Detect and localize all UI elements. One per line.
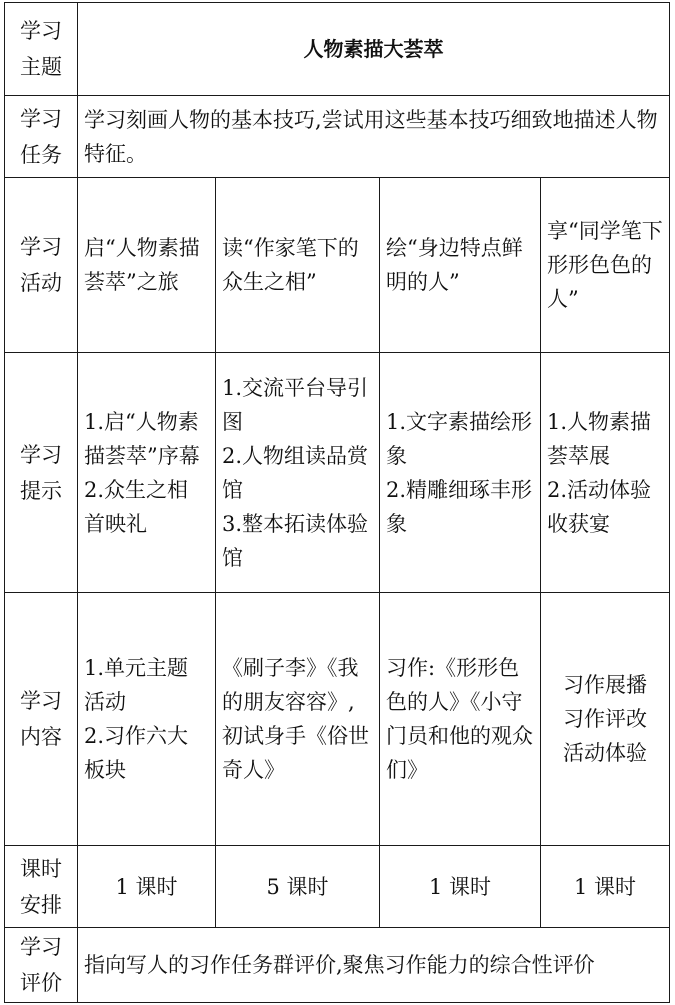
activity-cell-4: 享“同学笔下形形色色的人” <box>541 178 670 353</box>
hint-cell-2: 1.交流平台导引图 2.人物组读品赏馆 3.整本拓读体验馆 <box>216 353 380 593</box>
label-text: 学习 评价 <box>20 935 62 995</box>
row-activity <box>5 178 670 353</box>
label-text: 学习 主题 <box>20 19 62 79</box>
schedule-cell-4: 1 课时 <box>541 846 670 928</box>
label-hint <box>5 353 78 593</box>
label-activity <box>5 178 78 353</box>
row-evaluation <box>5 928 670 1003</box>
row-theme <box>5 3 670 96</box>
theme-value: 人物素描大荟萃 <box>78 3 670 96</box>
label-text: 学习 内容 <box>20 689 62 749</box>
activity-cell-3: 绘“身边特点鲜明的人” <box>380 178 541 353</box>
hint-cell-3: 1.文字素描绘形象 2.精雕细琢丰形象 <box>380 353 541 593</box>
schedule-cell-1: 1 课时 <box>78 846 216 928</box>
label-text: 学习 活动 <box>20 235 62 295</box>
schedule-cell-3: 1 课时 <box>380 846 541 928</box>
row-task <box>5 96 670 178</box>
row-hint <box>5 353 670 593</box>
row-content <box>5 593 670 846</box>
label-task <box>5 96 78 178</box>
content-cell-1: 1.单元主题活动 2.习作六大板块 <box>78 593 216 846</box>
evaluation-value: 指向写人的习作任务群评价,聚焦习作能力的综合性评价 <box>78 928 670 1003</box>
row-schedule <box>5 846 670 928</box>
hint-cell-4: 1.人物素描荟萃展 2.活动体验收获宴 <box>541 353 670 593</box>
task-value: 学习刻画人物的基本技巧,尝试用这些基本技巧细致地描述人物特征。 <box>78 96 670 178</box>
content-cell-2: 《刷子李》《我的朋友容容》,初试身手《俗世奇人》 <box>216 593 380 846</box>
label-schedule <box>5 846 78 928</box>
content-cell-4: 习作展播 习作评改 活动体验 <box>541 593 670 846</box>
label-theme <box>5 3 78 96</box>
hint-cell-1: 1.启“人物素描荟萃”序幕 2.众生之相首映礼 <box>78 353 216 593</box>
content-cell-3: 习作:《形形色色的人》《小守门员和他的观众们》 <box>380 593 541 846</box>
unit-plan-table <box>4 2 670 1003</box>
label-evaluation <box>5 928 78 1003</box>
activity-cell-1: 启“人物素描荟萃”之旅 <box>78 178 216 353</box>
label-text: 学习 提示 <box>20 442 62 503</box>
schedule-cell-2: 5 课时 <box>216 846 380 928</box>
activity-cell-2: 读“作家笔下的众生之相” <box>216 178 380 353</box>
label-text: 学习 任务 <box>20 106 62 167</box>
label-text: 课时 安排 <box>20 856 62 917</box>
label-content <box>5 593 78 846</box>
